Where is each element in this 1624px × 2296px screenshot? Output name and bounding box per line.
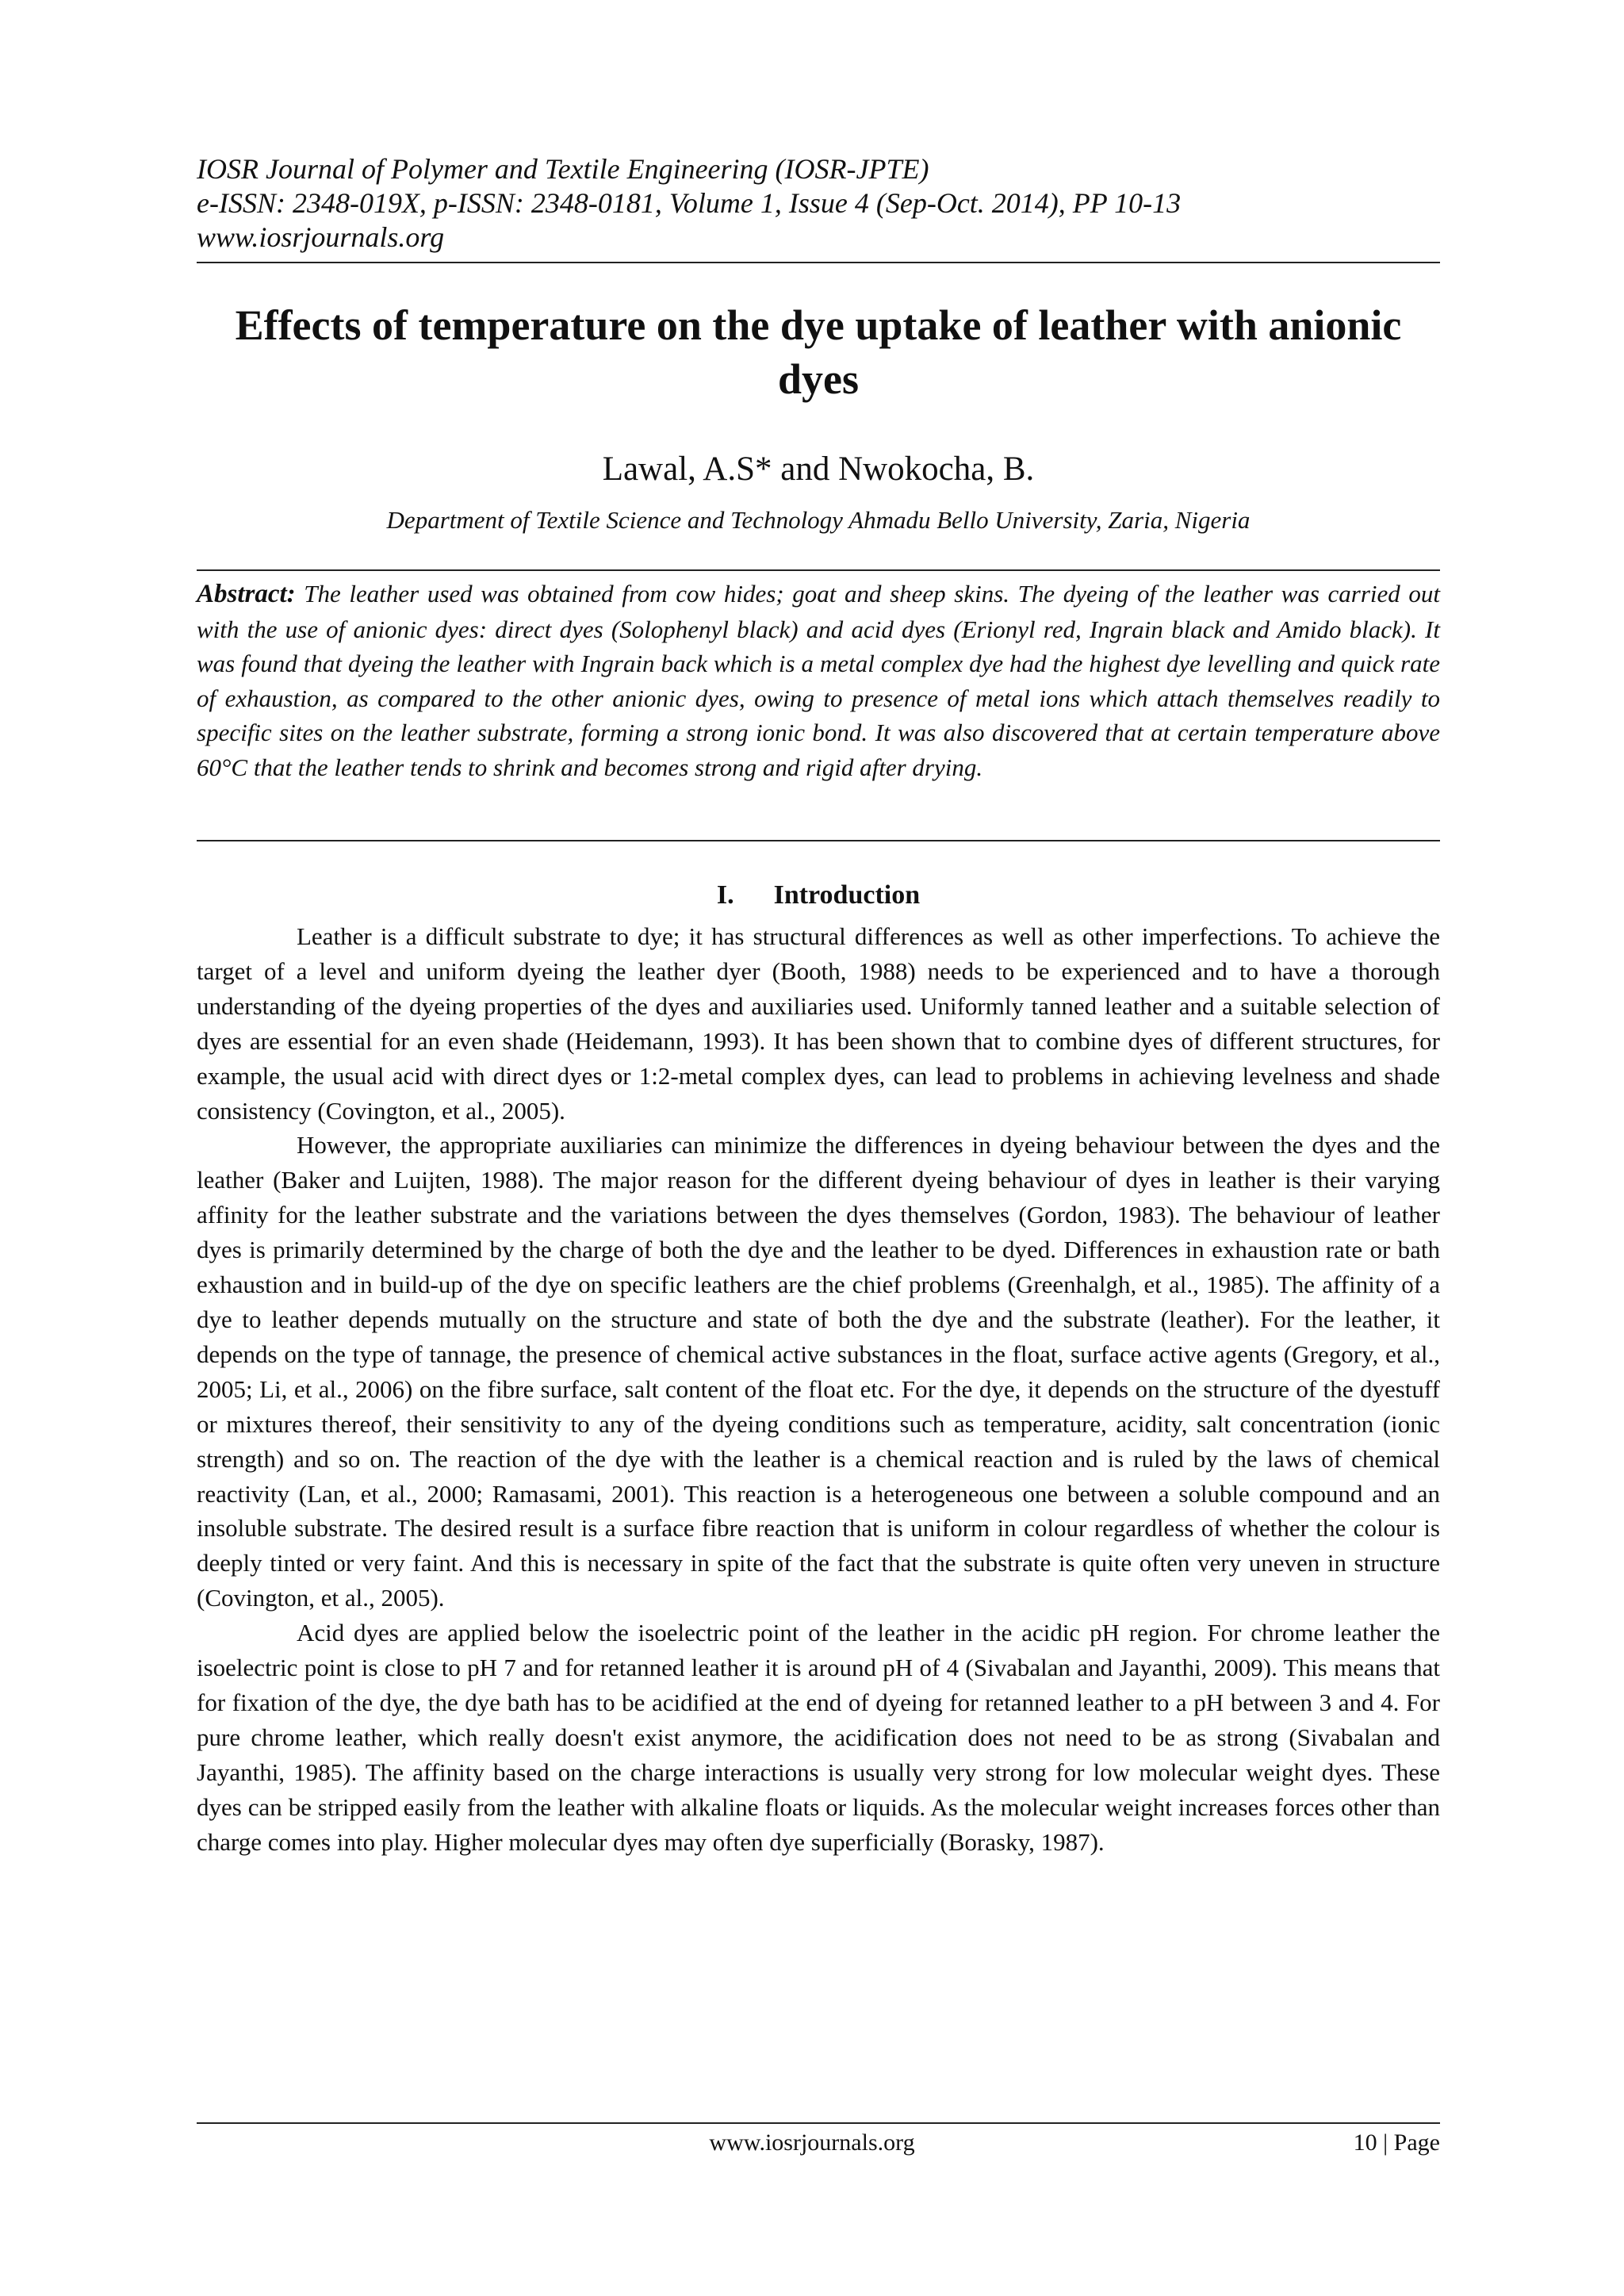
section-heading: [197, 879, 1440, 912]
issn-line: e-ISSN: 2348-019X, p-ISSN: 2348-0181, Volume 1, Issue 4 (Sep-Oct. 2014), PP 10-13: [197, 187, 1182, 219]
article-title: Effects of temperature on the dye uptake of leather with anionic dyes: [235, 301, 1402, 403]
footer-divider: [197, 2122, 1440, 2124]
footer-website: www.iosrjournals.org: [709, 2129, 915, 2156]
abstract-bottom-divider: [197, 840, 1440, 841]
abstract-text: The leather used was obtained from cow hides; goat and sheep skins. The dyeing of the leather was carried out with the use of anionic dyes: direct dyes (Solophenyl black) and acid dyes (Erionyl red, Ingrain black and Amido black). It was found that dyeing the leather with Ingrain back which is a metal complex dye had the highest dye levelling and quick rate of exhaustion, as compared to the other anionic dyes, owing to presence of metal ions which attach themselves readily to specific sites on the leather substrate, forming a strong ionic bond. It was also discovered that at certain temperature above 60°C that the leather tends to shrink and becomes strong and rigid after drying.: [197, 580, 1441, 781]
abstract-top-divider: [197, 569, 1440, 571]
introduction-body: [197, 919, 1440, 1859]
page-number: 10 | Page: [1353, 2129, 1440, 2156]
journal-name: IOSR Journal of Polymer and Textile Engineering (IOSR-JPTE): [197, 153, 929, 185]
section-number: I.: [716, 880, 734, 910]
abstract-label: Abstract:: [197, 580, 296, 608]
body-paragraph: However, the appropriate auxiliaries can minimize the differences in dyeing behaviour between the dyes and the leather (Baker and Luijten, 1988). The major reason for the different dyeing behaviour of dyes in leather is their varying affinity for the leather substrate and the variations between the dyes themselves (Gordon, 1983). The behaviour of leather dyes is primarily determined by the charge of both the dye and the leather to be dyed. Differences in exhaustion rate or bath exhaustion and in build-up of the dye on specific leathers are the chief problems (Greenhalgh, et al., 1985). The affinity of a dye to leather depends mutually on the structure and state of both the dye and the substrate (leather). For the leather, it depends on the type of tannage, the presence of chemical active substances in the float, surface active agents (Gregory, et al., 2005; Li, et al., 2006) on the fibre surface, salt content of the float etc. For the dye, it depends on the structure of the dyestuff or mixtures thereof, their sensitivity to any of the dyeing conditions such as temperature, acidity, salt concentration (ionic strength) and so on. The reaction of the dye with the leather is a chemical reaction and is ruled by the laws of chemical reactivity (Lan, et al., 2000; Ramasami, 2001). This reaction is a heterogeneous one between a soluble compound and an insoluble substrate. The desired result is a surface fibre reaction that is uniform in colour regardless of whether the colour is deeply tinted or very faint. And this is necessary in spite of the fact that the substrate is quite often very uneven in structure (Covington, et al., 2005).: [197, 1131, 1440, 1612]
section-title: Introduction: [773, 880, 921, 910]
abstract-block: [197, 577, 1440, 785]
header-divider: [197, 262, 1440, 263]
journal-header: [197, 152, 1440, 255]
body-paragraph: Leather is a difficult substrate to dye; it has structural differences as well as other imperfections. To achieve the target of a level and uniform dyeing the leather dyer (Booth, 1988) needs to be experienced and to have a thorough understanding of the dyeing properties of the dyes and auxiliaries used. Uniformly tanned leather and a suitable selection of dyes are essential for an even shade (Heidemann, 1993). It has been shown that to combine dyes of different structures, for example, the usual acid with direct dyes or 1:2-metal complex dyes, can lead to problems in achieving levelness and shade consistency (Covington, et al., 2005).: [197, 922, 1440, 1125]
author-affiliation: Department of Textile Science and Technology Ahmadu Bello University, Zaria, Nigeria: [386, 506, 1251, 534]
article-authors: Lawal, A.S* and Nwokocha, B.: [602, 450, 1035, 488]
body-paragraph: Acid dyes are applied below the isoelectric point of the leather in the acidic pH region. For chrome leather the isoelectric point is close to pH 7 and for retanned leather it is around pH of 4 (Sivabalan and Jayanthi, 2009). This means that for fixation of the dye, the dye bath has to be acidified at the end of dyeing for retanned leather to a pH between 3 and 4. For pure chrome leather, which really doesn't exist anymore, the acidification does not need to be as strong (Sivabalan and Jayanthi, 1985). The affinity based on the charge interactions is usually very strong for low molecular weight dyes. These dyes can be stripped easily from the leather with alkaline floats or liquids. As the molecular weight increases forces other than charge comes into play. Higher molecular dyes may often dye superficially (Borasky, 1987).: [197, 1619, 1440, 1856]
journal-website: www.iosrjournals.org: [197, 221, 445, 253]
